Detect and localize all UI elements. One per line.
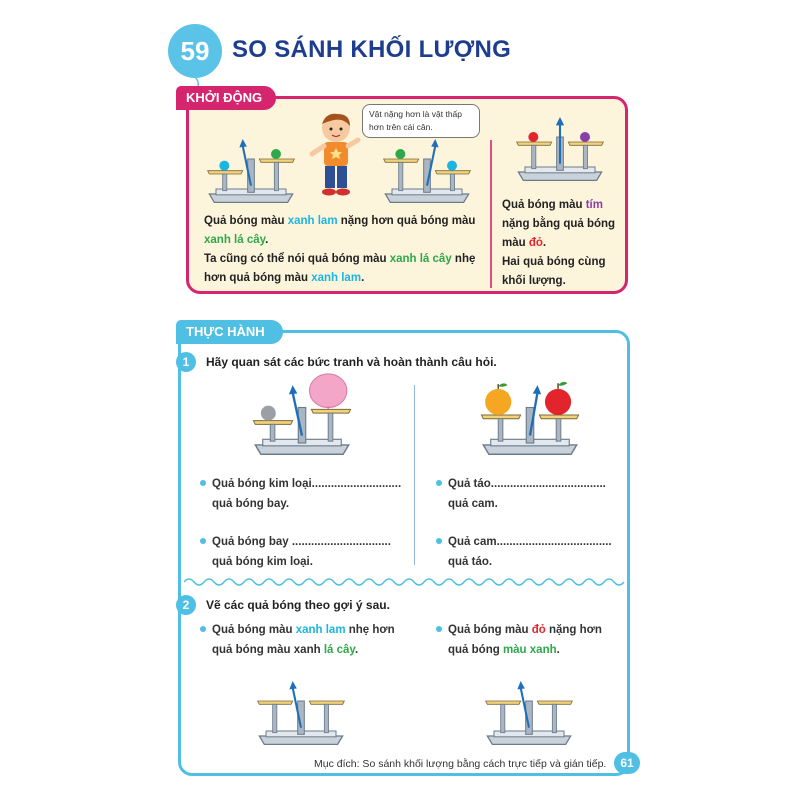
bullet-icon — [200, 626, 206, 632]
page-title: SO SÁNH KHỐI LƯỢNG — [232, 36, 512, 63]
lesson-number-badge: 59 — [168, 24, 222, 78]
q1-item-left-a: Quả bóng kim loại............................ quả bóng bay. — [200, 474, 412, 514]
balance-scale-green-blue — [372, 134, 482, 204]
bullet-icon — [436, 538, 442, 544]
bullet-icon — [200, 480, 206, 486]
warmup-right-text: Quả bóng màu tím nặng bằng quả bóng màu đỏ. Hai quả bóng cùng khối lượng. — [502, 199, 616, 287]
warmup-left-text: Quả bóng màu xanh lam nặng hơn quả bóng màu xanh lá cây. Ta cũng có thể nói quả bóng màu xanh lá cây nhẹ hơn quả bóng màu xanh lam. — [204, 215, 476, 284]
q1-item-right-a: Quả táo.................................... quả cam. — [436, 474, 626, 514]
footer-purpose: Mục đích: So sánh khối lượng bằng cách trực tiếp và gián tiếp. — [314, 758, 607, 770]
q2-item-right: Quả bóng màu đỏ nặng hơn quả bóng màu xanh. — [436, 620, 626, 660]
empty-balance-scale-left — [246, 676, 356, 746]
question-2-number: 2 — [176, 595, 196, 615]
balance-scale-purple-red — [506, 112, 614, 182]
warmup-tab-label: KHỞI ĐỘNG — [176, 86, 276, 110]
q1-item-left-b: Quả bóng bay ............................... quả bóng kim loại. — [200, 532, 412, 572]
speech-bubble: Vật nặng hơn là vật thấp hơn trên cái cân. — [362, 104, 480, 138]
question-2-prompt: Vẽ các quả bóng theo gợi ý sau. — [206, 598, 390, 612]
warmup-divider — [490, 140, 492, 288]
bullet-icon — [436, 626, 442, 632]
wavy-divider — [184, 576, 626, 588]
practice-tab-label: THỰC HÀNH — [176, 320, 283, 344]
empty-balance-scale-right — [474, 676, 584, 746]
q2-item-left: Quả bóng màu xanh lam nhẹ hơn quả bóng màu xanh lá cây. — [200, 620, 412, 660]
page-number: 61 — [614, 752, 640, 774]
balance-scale-blue-green — [196, 134, 306, 204]
bullet-icon — [436, 480, 442, 486]
question-1-number: 1 — [176, 352, 196, 372]
balance-scale-orange-apple — [470, 372, 590, 458]
balance-scale-metal-balloon — [242, 372, 362, 458]
bullet-icon — [200, 538, 206, 544]
question-1-prompt: Hãy quan sát các bức tranh và hoàn thành câu hỏi. — [206, 355, 497, 369]
q1-item-right-b: Quả cam.................................... quả táo. — [436, 532, 626, 572]
child-illustration — [308, 110, 364, 200]
question-1-divider — [414, 385, 415, 565]
